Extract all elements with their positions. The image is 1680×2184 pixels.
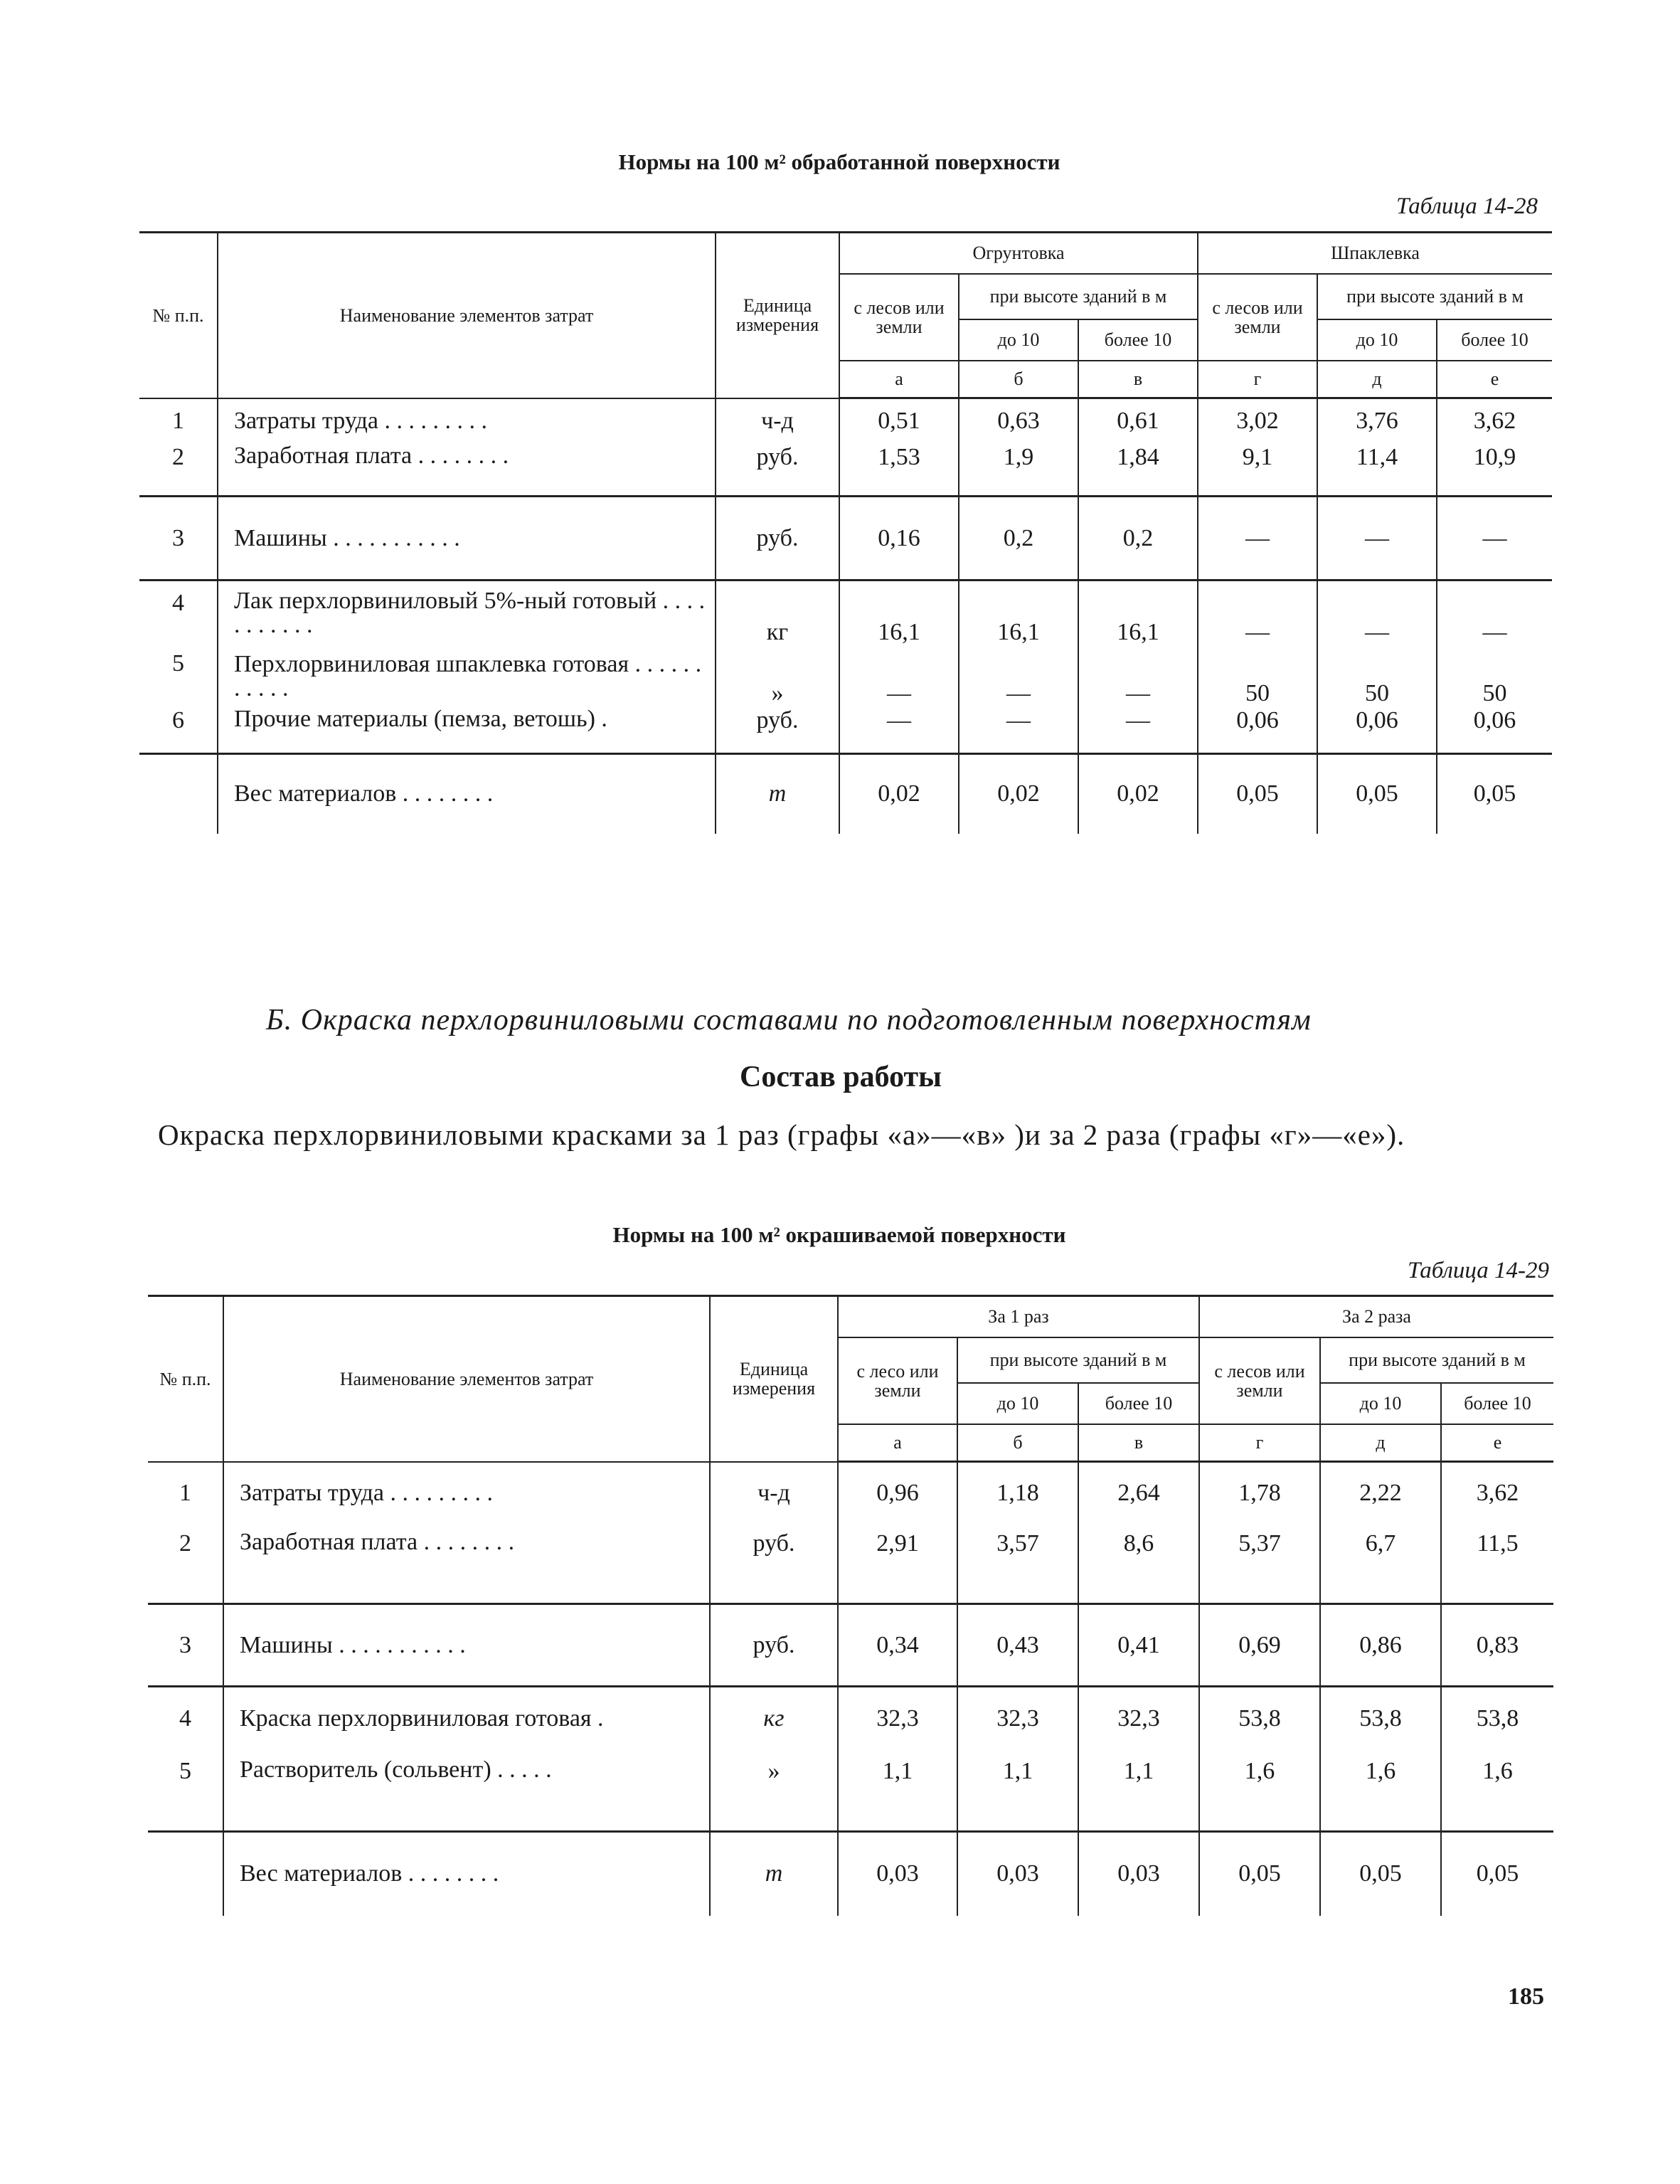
col-letter: г xyxy=(1198,361,1317,398)
cell-value: 0,02 xyxy=(959,754,1078,834)
cell-value: 0,05 xyxy=(1437,754,1552,834)
cell-value: 0,63 xyxy=(959,398,1078,444)
cell-value: — xyxy=(1198,497,1317,581)
col-letter: а xyxy=(839,361,959,398)
cell-value: 9,1 xyxy=(1198,444,1317,497)
cell-value: 1,84 xyxy=(1078,444,1198,497)
cell-value: 1,1 xyxy=(957,1751,1078,1832)
cell-value: 3,62 xyxy=(1441,1462,1553,1525)
table-row xyxy=(148,1751,1553,1832)
cell-value: 0,06 xyxy=(1317,707,1437,754)
row-no: 6 xyxy=(139,707,218,754)
table1-caption: Нормы на 100 м² обработанной поверхности xyxy=(618,149,1060,174)
cell-value: — xyxy=(1437,581,1552,646)
row-name: Машины . . . . . . . . . . . xyxy=(223,1604,710,1687)
cell-value: 1,53 xyxy=(839,444,959,497)
table-row xyxy=(148,1687,1553,1751)
table-row xyxy=(139,754,1552,834)
table-row xyxy=(139,581,1552,646)
row-unit: кг xyxy=(710,1687,838,1751)
row-unit: » xyxy=(710,1751,838,1832)
row-no xyxy=(139,754,218,834)
section-subheading: Состав работы xyxy=(740,1061,942,1093)
cell-value: 0,02 xyxy=(1078,754,1198,834)
cell-value: 3,76 xyxy=(1317,398,1437,444)
col-letter: б xyxy=(959,361,1078,398)
cell-value: 1,1 xyxy=(838,1751,957,1832)
cell-value: 0,03 xyxy=(957,1832,1078,1916)
cell-value: 50 xyxy=(1437,646,1552,707)
row-unit: » xyxy=(716,646,839,707)
cell-value: 0,05 xyxy=(1198,754,1317,834)
row-name: Перхлорвиниловая шпаклевка готовая . . . . . . . . . . . xyxy=(218,646,716,707)
row-no: 5 xyxy=(139,646,218,707)
col-letter: е xyxy=(1437,361,1552,398)
cell-value: 0,05 xyxy=(1199,1832,1320,1916)
cell-value: 0,03 xyxy=(838,1832,957,1916)
row-unit: т xyxy=(716,754,839,834)
row-unit: руб. xyxy=(716,497,839,581)
table-row xyxy=(139,398,1552,444)
over10-header: более 10 xyxy=(1078,1383,1199,1424)
cell-value: — xyxy=(1317,581,1437,646)
col-letter: б xyxy=(957,1424,1078,1462)
col-letter: а xyxy=(838,1424,957,1462)
cell-value: 10,9 xyxy=(1437,444,1552,497)
table-14-29 xyxy=(148,1295,1553,1916)
cell-value: — xyxy=(959,646,1078,707)
cell-value: — xyxy=(1078,646,1198,707)
col-name-header: Наименование элементов затрат xyxy=(223,1296,710,1462)
table-row xyxy=(148,1832,1553,1916)
row-no: 1 xyxy=(139,398,218,444)
row-unit: руб. xyxy=(716,707,839,754)
col-letter: е xyxy=(1441,1424,1553,1462)
cell-value: 0,06 xyxy=(1198,707,1317,754)
cell-value: 0,06 xyxy=(1437,707,1552,754)
cell-value: 50 xyxy=(1317,646,1437,707)
row-name: Прочие материалы (пемза, ветошь) . xyxy=(218,707,716,754)
table2-caption: Нормы на 100 м² окрашиваемой поверхности xyxy=(612,1222,1066,1247)
group-header-shpaklevka: Шпаклевка xyxy=(1198,233,1552,275)
cell-value: 16,1 xyxy=(839,581,959,646)
cell-value: — xyxy=(1437,497,1552,581)
cell-value: 0,61 xyxy=(1078,398,1198,444)
row-no: 4 xyxy=(139,581,218,646)
table-14-28 xyxy=(139,231,1552,834)
col-no-header: № п.п. xyxy=(139,233,218,398)
cell-value: — xyxy=(959,707,1078,754)
cell-value: 50 xyxy=(1198,646,1317,707)
cell-value: 16,1 xyxy=(1078,581,1198,646)
col-unit-header: Единица измерения xyxy=(710,1296,838,1462)
table-row xyxy=(139,497,1552,581)
cell-value: 2,22 xyxy=(1320,1462,1441,1525)
row-no: 2 xyxy=(148,1525,223,1604)
cell-value: 0,05 xyxy=(1320,1832,1441,1916)
cell-value: 0,03 xyxy=(1078,1832,1199,1916)
height-header: при высоте зданий в м xyxy=(1320,1337,1553,1383)
cell-value: 32,3 xyxy=(838,1687,957,1751)
page-number: 185 xyxy=(1508,1983,1544,2010)
row-name: Машины . . . . . . . . . . . xyxy=(218,497,716,581)
row-name: Вес материалов . . . . . . . . xyxy=(218,754,716,834)
over10-header: более 10 xyxy=(1437,319,1552,361)
cell-value: 0,16 xyxy=(839,497,959,581)
cell-value: 1,18 xyxy=(957,1462,1078,1525)
height-header: при высоте зданий в м xyxy=(959,274,1198,319)
cell-value: 1,1 xyxy=(1078,1751,1199,1832)
col-letter: г xyxy=(1199,1424,1320,1462)
table1-number: Таблица 14-28 xyxy=(1396,194,1538,219)
table-row xyxy=(148,1525,1553,1604)
row-name: Вес материалов . . . . . . . . xyxy=(223,1832,710,1916)
section-paragraph: Окраска перхлорвиниловыми красками за 1 раз (графы «а»—«в» )и за 2 раза (графы «г»—«е»). xyxy=(158,1118,1405,1151)
cell-value: — xyxy=(1198,581,1317,646)
cell-value: 0,43 xyxy=(957,1604,1078,1687)
cell-value: 0,41 xyxy=(1078,1604,1199,1687)
row-no: 3 xyxy=(139,497,218,581)
cell-value: 0,05 xyxy=(1317,754,1437,834)
row-unit: руб. xyxy=(710,1525,838,1604)
table-row xyxy=(139,707,1552,754)
upto10-header: до 10 xyxy=(959,319,1078,361)
cell-value: 0,69 xyxy=(1199,1604,1320,1687)
ground-header: с лесо или земли xyxy=(838,1337,957,1424)
cell-value: — xyxy=(839,707,959,754)
cell-value: 1,78 xyxy=(1199,1462,1320,1525)
over10-header: более 10 xyxy=(1441,1383,1553,1424)
cell-value: 1,6 xyxy=(1320,1751,1441,1832)
row-no: 2 xyxy=(139,444,218,497)
cell-value: 8,6 xyxy=(1078,1525,1199,1604)
table-row xyxy=(139,646,1552,707)
cell-value: 32,3 xyxy=(957,1687,1078,1751)
cell-value: 1,6 xyxy=(1441,1751,1553,1832)
row-unit: кг xyxy=(716,581,839,646)
row-unit: ч-д xyxy=(716,398,839,444)
cell-value: — xyxy=(1317,497,1437,581)
table2-number: Таблица 14-29 xyxy=(1408,1258,1549,1283)
row-no: 1 xyxy=(148,1462,223,1525)
cell-value: 11,5 xyxy=(1441,1525,1553,1604)
cell-value: 0,96 xyxy=(838,1462,957,1525)
row-name: Заработная плата . . . . . . . . xyxy=(223,1525,710,1604)
col-unit-header: Единица измерения xyxy=(716,233,839,398)
col-letter: в xyxy=(1078,361,1198,398)
col-letter: д xyxy=(1317,361,1437,398)
row-name: Затраты труда . . . . . . . . . xyxy=(223,1462,710,1525)
cell-value: 0,2 xyxy=(959,497,1078,581)
table-row xyxy=(148,1604,1553,1687)
ground-header: с лесов или земли xyxy=(1199,1337,1320,1424)
row-unit: руб. xyxy=(716,444,839,497)
cell-value: — xyxy=(839,646,959,707)
row-name: Заработная плата . . . . . . . . xyxy=(218,444,716,497)
cell-value: 0,83 xyxy=(1441,1604,1553,1687)
upto10-header: до 10 xyxy=(1320,1383,1441,1424)
col-no-header: № п.п. xyxy=(148,1296,223,1462)
section-b-heading: Б. Окраска перхлорвиниловыми составами по подготовленным поверхностям xyxy=(266,1004,1312,1037)
cell-value: 0,05 xyxy=(1441,1832,1553,1916)
cell-value: 3,57 xyxy=(957,1525,1078,1604)
row-unit: т xyxy=(710,1832,838,1916)
group-header-1-raz: За 1 раз xyxy=(838,1296,1199,1338)
cell-value: 1,9 xyxy=(959,444,1078,497)
row-name: Затраты труда . . . . . . . . . xyxy=(218,398,716,444)
row-name: Краска перхлорвиниловая готовая . xyxy=(223,1687,710,1751)
cell-value: 3,62 xyxy=(1437,398,1552,444)
group-header-2-raza: За 2 раза xyxy=(1199,1296,1553,1338)
cell-value: 2,91 xyxy=(838,1525,957,1604)
col-letter: д xyxy=(1320,1424,1441,1462)
row-unit: ч-д xyxy=(710,1462,838,1525)
cell-value: 16,1 xyxy=(959,581,1078,646)
row-unit: руб. xyxy=(710,1604,838,1687)
cell-value: 6,7 xyxy=(1320,1525,1441,1604)
cell-value: 0,34 xyxy=(838,1604,957,1687)
col-name-header: Наименование элементов затрат xyxy=(218,233,716,398)
upto10-header: до 10 xyxy=(1317,319,1437,361)
cell-value: 0,02 xyxy=(839,754,959,834)
ground-header: с лесов или земли xyxy=(839,274,959,361)
cell-value: 3,02 xyxy=(1198,398,1317,444)
upto10-header: до 10 xyxy=(957,1383,1078,1424)
over10-header: более 10 xyxy=(1078,319,1198,361)
cell-value: 11,4 xyxy=(1317,444,1437,497)
table-row xyxy=(139,444,1552,497)
cell-value: 2,64 xyxy=(1078,1462,1199,1525)
cell-value: 53,8 xyxy=(1199,1687,1320,1751)
row-no: 4 xyxy=(148,1687,223,1751)
height-header: при высоте зданий в м xyxy=(1317,274,1552,319)
row-no: 5 xyxy=(148,1751,223,1832)
col-letter: в xyxy=(1078,1424,1199,1462)
cell-value: 0,51 xyxy=(839,398,959,444)
cell-value: 1,6 xyxy=(1199,1751,1320,1832)
row-name: Растворитель (сольвент) . . . . . xyxy=(223,1751,710,1832)
cell-value: 53,8 xyxy=(1441,1687,1553,1751)
group-header-ogruntovka: Огрунтовка xyxy=(839,233,1198,275)
cell-value: 32,3 xyxy=(1078,1687,1199,1751)
cell-value: 53,8 xyxy=(1320,1687,1441,1751)
table-row xyxy=(148,1462,1553,1525)
row-name: Лак перхлорвиниловый 5%-ный готовый . . . . . . . . . . . xyxy=(218,581,716,646)
row-no xyxy=(148,1832,223,1916)
cell-value: 5,37 xyxy=(1199,1525,1320,1604)
cell-value: 0,86 xyxy=(1320,1604,1441,1687)
ground-header: с лесов или земли xyxy=(1198,274,1317,361)
cell-value: — xyxy=(1078,707,1198,754)
height-header: при высоте зданий в м xyxy=(957,1337,1199,1383)
row-no: 3 xyxy=(148,1604,223,1687)
cell-value: 0,2 xyxy=(1078,497,1198,581)
